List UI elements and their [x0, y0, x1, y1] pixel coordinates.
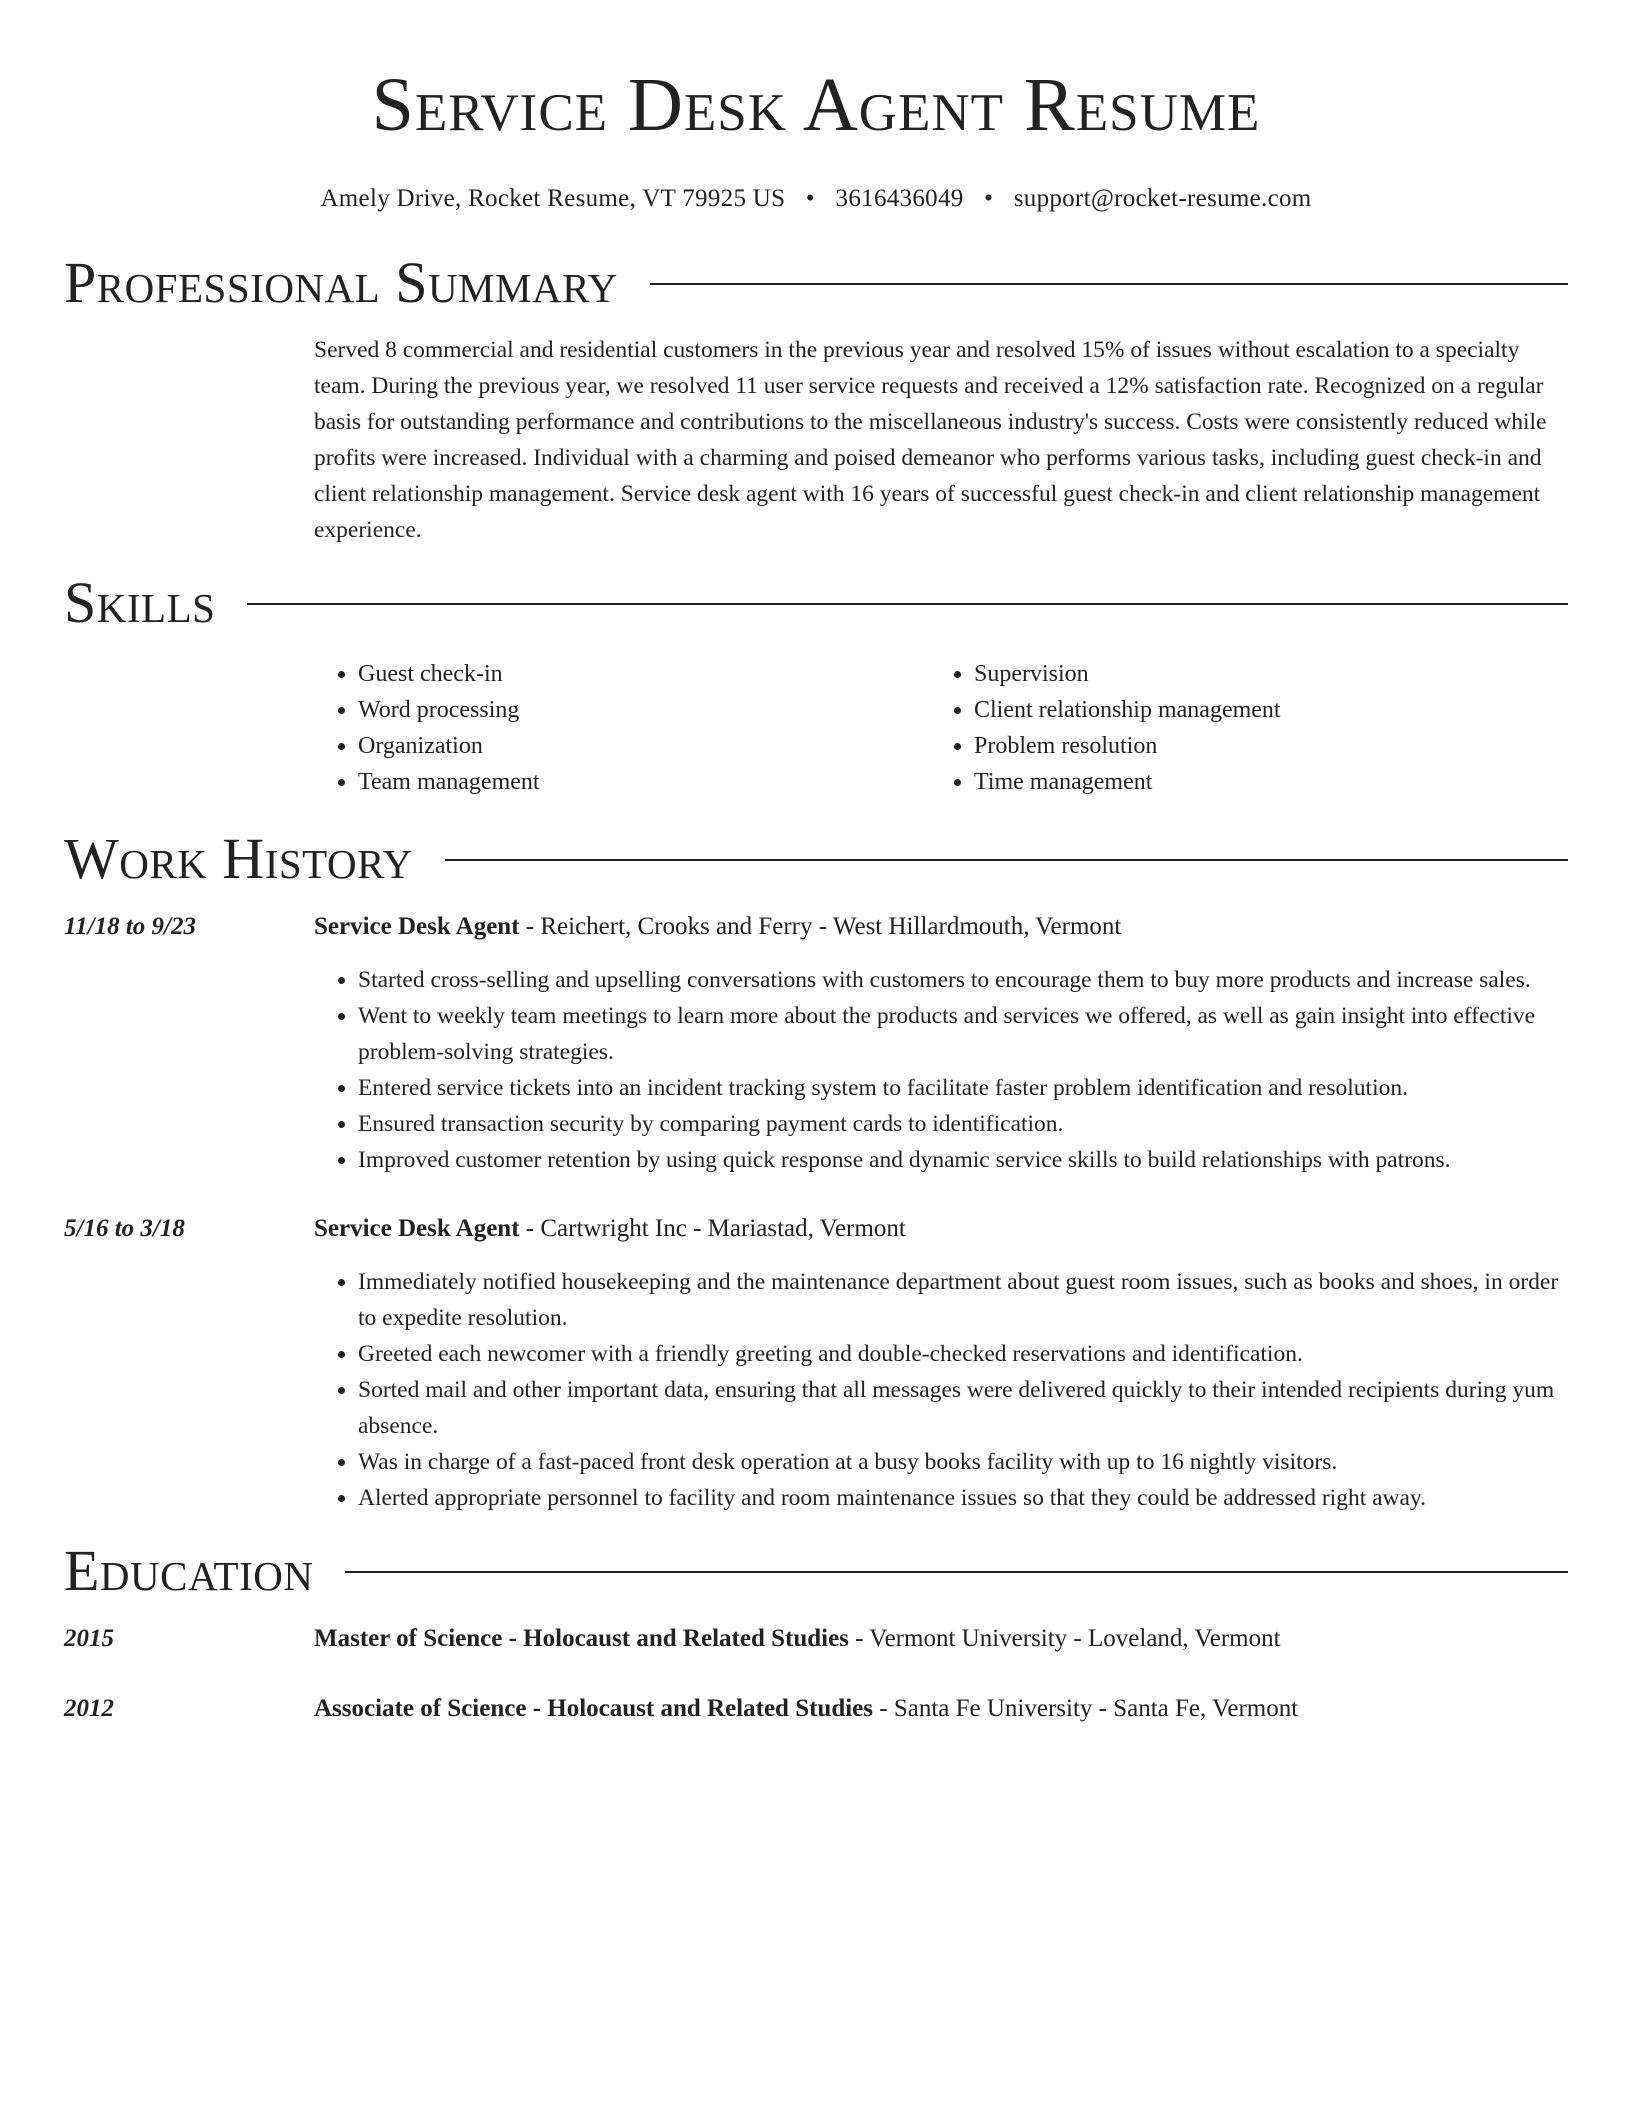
job-entry	[64, 1212, 1568, 1516]
education-entry	[64, 1622, 1568, 1656]
skill-item: • Supervision	[974, 656, 1546, 692]
job-title: Service Desk Agent	[314, 913, 520, 940]
section-divider	[247, 603, 1568, 605]
section-divider	[345, 1571, 1568, 1573]
education-heading: Education	[64, 1538, 314, 1603]
contact-phone: 3616436049	[835, 185, 964, 212]
skills-list	[314, 656, 1568, 800]
skills-column-left	[314, 656, 930, 800]
contact-address: Amely Drive, Rocket Resume, VT 79925 US	[320, 185, 786, 212]
education-details: - Santa Fe University - Santa Fe, Vermont	[873, 1695, 1299, 1722]
work-heading: Work History	[64, 826, 413, 891]
job-bullets	[314, 962, 1568, 1178]
job-title: Service Desk Agent	[314, 1215, 520, 1242]
section-divider	[445, 859, 1568, 861]
job-details: - Cartwright Inc - Mariastad, Vermont	[519, 1215, 906, 1242]
skill-item: • Client relationship management	[974, 692, 1546, 728]
education-header	[314, 1622, 1568, 1656]
education-year: 2012	[64, 1695, 114, 1722]
education-header	[314, 1692, 1568, 1726]
job-bullet: • Greeted each newcomer with a friendly greeting and double-checked reservations and identification.	[358, 1336, 1568, 1372]
skill-item: • Word processing	[358, 692, 930, 728]
education-degree: Associate of Science - Holocaust and Related Studies	[314, 1695, 873, 1722]
job-bullet: • Started cross-selling and upselling conversations with customers to encourage them to buy more products and increase sales.	[358, 962, 1568, 998]
job-bullet: • Immediately notified housekeeping and the maintenance department about guest room issues, such as books and shoes, in order to expedite resolution.	[358, 1264, 1568, 1336]
skill-item: • Organization	[358, 728, 930, 764]
skills-section-header	[64, 570, 1568, 636]
education-entry	[64, 1692, 1568, 1726]
job-bullet: • Improved customer retention by using quick response and dynamic service skills to build relationships with patrons.	[358, 1142, 1568, 1178]
skill-item: • Problem resolution	[974, 728, 1546, 764]
summary-section-header	[64, 250, 1568, 316]
education-section-header	[64, 1538, 1568, 1604]
skill-item: • Team management	[358, 764, 930, 800]
job-bullet: • Ensured transaction security by comparing payment cards to identification.	[358, 1106, 1568, 1142]
education-year: 2015	[64, 1625, 114, 1652]
job-body	[314, 910, 1568, 1178]
job-bullet: • Sorted mail and other important data, ensuring that all messages were delivered quickly to their intended recipients during yum absence.	[358, 1372, 1568, 1444]
job-dates: 5/16 to 3/18	[64, 1215, 185, 1242]
section-divider	[650, 283, 1568, 285]
skills-column-right	[930, 656, 1546, 800]
summary-text: Served 8 commercial and residential customers in the previous year and resolved 15% of issues without escalation to a specialty team. During the previous year, we resolved 11 user service requests and received a 12% satisfaction rate. Recognized on a regular basis for outstanding performance and contributions to the miscellaneous industry's success. Costs were consistently reduced while profits were increased. Individual with a charming and poised demeanor who performs various tasks, including guest check-in and client relationship management. Service desk agent with 16 years of successful guest check-in and client relationship management experience.	[314, 337, 1547, 543]
education-details: - Vermont University - Loveland, Vermont	[848, 1625, 1281, 1652]
resume-title: Service Desk Agent Resume	[371, 63, 1261, 147]
summary-heading: Professional Summary	[64, 250, 618, 315]
work-section-header	[64, 826, 1568, 892]
job-bullet: • Was in charge of a fast-paced front desk operation at a busy books facility with up to 16 nightly visitors.	[358, 1444, 1568, 1480]
job-header	[314, 910, 1568, 944]
contact-separator: •	[984, 185, 994, 212]
education-degree: Master of Science - Holocaust and Related Studies	[314, 1625, 849, 1652]
contact-separator: •	[805, 185, 815, 212]
skill-item: • Time management	[974, 764, 1546, 800]
job-entry	[64, 910, 1568, 1178]
contact-line	[64, 184, 1568, 214]
job-dates: 11/18 to 9/23	[64, 913, 196, 940]
skills-heading: Skills	[64, 570, 216, 635]
job-bullet: • Went to weekly team meetings to learn more about the products and services we offered, as well as gain insight into effective problem-solving strategies.	[358, 998, 1568, 1070]
job-body	[314, 1212, 1568, 1516]
job-bullets	[314, 1264, 1568, 1516]
job-header	[314, 1212, 1568, 1246]
contact-email: support@rocket-resume.com	[1013, 185, 1312, 212]
job-bullet: • Entered service tickets into an incident tracking system to facilitate faster problem identification and resolution.	[358, 1070, 1568, 1106]
job-details: - Reichert, Crooks and Ferry - West Hillardmouth, Vermont	[519, 913, 1122, 940]
skill-item: • Guest check-in	[358, 656, 930, 692]
job-bullet: • Alerted appropriate personnel to facility and room maintenance issues so that they could be addressed right away.	[358, 1480, 1568, 1516]
